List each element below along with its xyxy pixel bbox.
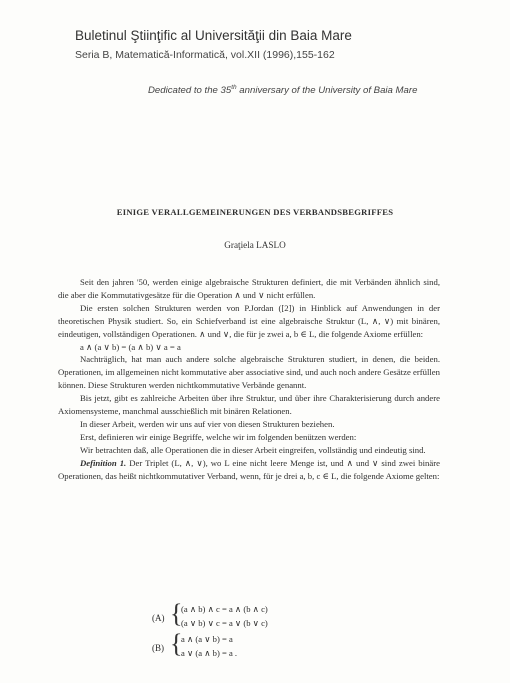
dedication-text-end: anniversary of the University of Baia Mare [236, 85, 418, 97]
paper-body [58, 276, 440, 483]
axiom-line: (a ∨ b) ∨ c = a ∨ (b ∨ c) [181, 618, 268, 628]
paragraph: Die ersten solchen Strukturen werden von P.Jordan ([2]) in Hinblick auf Anwendungen in der theoretischen Physik studiert. So, ein Schiefverband ist eine algebraische Struktur (L, ∧, ∨) mit binären, eindeutigen, vollständigen Operationen. ∧ und ∨, die für je zwei a, b ∈ L, die folgende Axiome erfüllen: [58, 302, 440, 339]
paper-author: Graţiela LASLO [224, 240, 286, 250]
brace-icon: { [170, 629, 183, 658]
journal-series: Seria B, Matematică-Informatică, vol.XII (1996),155-162 [75, 49, 335, 61]
axiom-line: a ∨ (a ∧ b) = a . [181, 648, 238, 658]
brace-icon: { [170, 599, 183, 628]
dedication [148, 84, 417, 96]
definition-label: Definition 1. [80, 457, 127, 468]
axiom-line: a ∧ (a ∨ b) = a [181, 634, 233, 644]
journal-title: Buletinul Ştiinţific al Universităţii din Baia Mare [75, 28, 352, 43]
definition-text: Der Triplet (L, ∧, ∨), wo L eine nicht leere Menge ist, und ∧ und ∨ sind zwei binäre Operationen, das heißt nichtkommutativer Verband, wenn, für je drei a, b, c ∈ L, die folgende Axiome gelten: [58, 457, 441, 481]
paper-title: EINIGE VERALLGEMEINERUNGEN DES VERBANDSBEGRIFFES [116, 207, 394, 217]
dedication-text-start: Dedicated to the 35 [148, 85, 232, 97]
formula: a ∧ (a ∨ b) = (a ∧ b) ∨ a = a [80, 341, 181, 352]
definition [58, 457, 440, 483]
axiom-line: (a ∧ b) ∧ c = a ∧ (b ∧ c) [181, 604, 268, 614]
paragraph: Wir betrachten daß, alle Operationen die in dieser Arbeit eingreifen, vollständig und eindeutig sind. [80, 444, 426, 455]
paragraph: In dieser Arbeit, werden wir uns auf vier von diesen Strukturen beziehen. [80, 418, 335, 429]
dedication-superscript: th [231, 84, 237, 91]
axiom-label: (B) [152, 643, 164, 653]
paragraph: Erst, definieren wir einige Begriffe, welche wir im folgenden benützen werden: [80, 431, 357, 442]
axiom-label: (A) [152, 613, 165, 623]
paragraph: Bis jetzt, gibt es zahlreiche Arbeiten über ihre Struktur, und über ihre Charakterisierung durch andere Axiomensysteme, manchmal ausschießlich mit binären Relationen. [58, 393, 440, 417]
paragraph: Seit den jahren '50, werden einige algebraische Strukturen definiert, die mit Verbänden ähnlich sind, die aber die Kommutativgesätze für die Operation ∧ und ∨ nicht erfüllen. [58, 277, 440, 300]
paragraph: Nachträglich, hat man auch andere solche algebraische Strukturen studiert, in denen, die beiden. Operationen, im allgemeinen nicht kommutative aber associative sind, und auch noch andere Gesätze erfüllen können. Diese Strukturen werden nichtkommutative Verbände genannt. [58, 354, 440, 391]
